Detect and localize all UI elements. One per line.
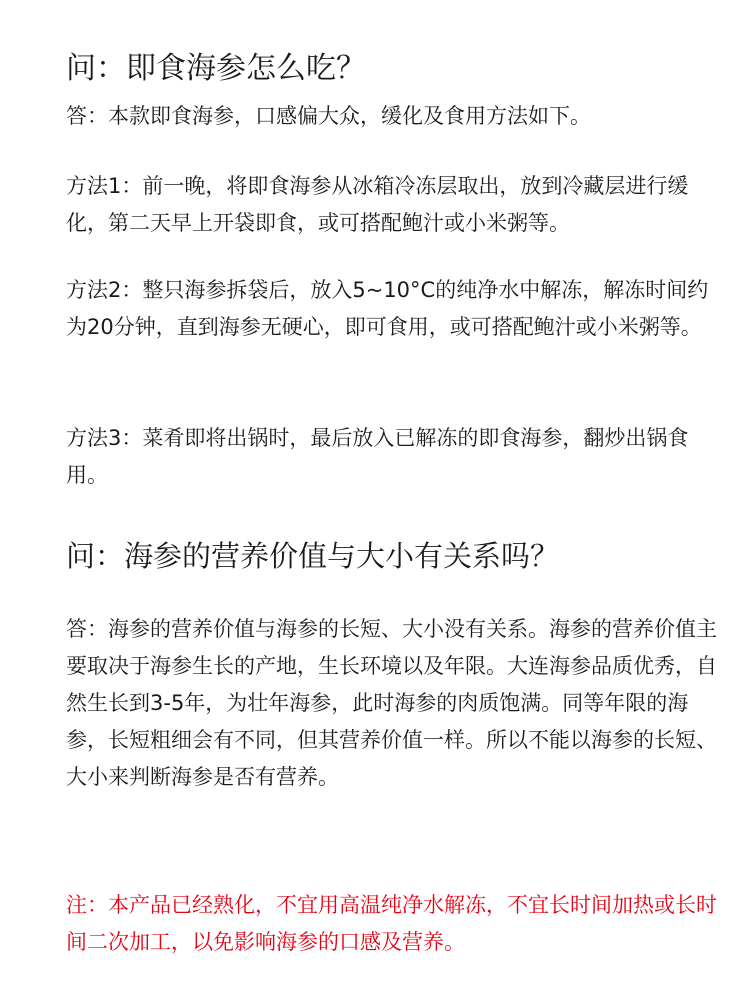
question-1: 问：即食海参怎么吃？ — [66, 51, 366, 86]
method-3: 方法3：菜肴即将出锅时，最后放入已解冻的即食海参，翻炒出锅食用。 — [66, 426, 689, 487]
answer-2: 答：海参的营养价值与海参的长短、大小没有关系。海参的营养价值主要取决于海参生长的产地，生长环境以及年限。大连海参品质优秀，自然生长到3-5年，为壮年海参，此时海参的肉质饱满。同等年限的海参，长短粗细会有不同，但其营养价值一样。所以不能以海参的长短、大小来判断海参是否有营养。 — [66, 617, 717, 789]
method-1: 方法1：前一晚，将即食海参从冰箱冷冻层取出，放到冷藏层进行缓化，第二天早上开袋即食，或可搭配鲍汁或小米粥等。 — [66, 174, 689, 235]
question-2: 问：海参的营养价值与大小有关系吗？ — [66, 539, 560, 573]
answer-1-intro: 答：本款即食海参，口感偏大众，缓化及食用方法如下。 — [66, 104, 591, 128]
warning-note: 注：本产品已经熟化，不宜用高温纯净水解冻，不宜长时间加热或长时间二次加工，以免影响海参的口感及营养。 — [66, 893, 717, 954]
method-2: 方法2：整只海参拆袋后，放入5~10°C的纯净水中解冻，解冻时间约为20分钟，直到海参无硬心，即可食用，或可搭配鲍汁或小米粥等。 — [66, 278, 709, 339]
